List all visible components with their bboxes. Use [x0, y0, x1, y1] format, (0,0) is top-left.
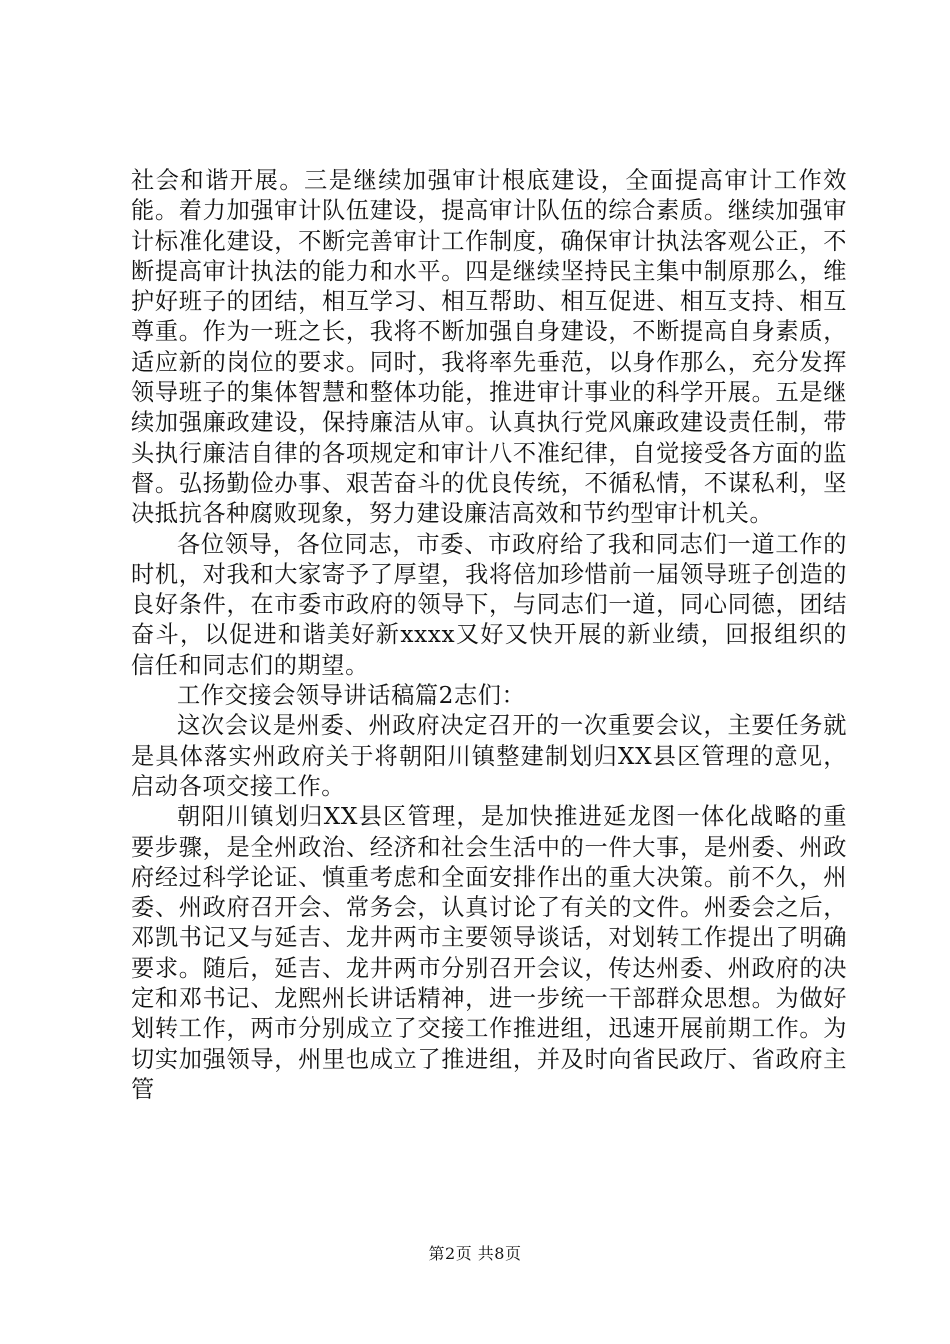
paragraph-closing-remarks: 各位领导，各位同志，市委、市政府给了我和同志们一道工作的时机，对我和大家寄予了厚望，我将倍加珍惜前一届领导班子创造的良好条件，在市委市政府的领导下，与同志们一道，同心同德，团结奋斗，以促进和谐美好新xxxx又好又快开展的新业绩，回报组织的信任和同志们的期望。: [131, 530, 847, 679]
paragraph-meeting-purpose: 这次会议是州委、州政府决定召开的一次重要会议，主要任务就是具体落实州政府关于将朝阳川镇整建制划归XX县区管理的意见，启动各项交接工作。: [131, 712, 847, 800]
page-footer: [0, 1244, 950, 1264]
page-number-label: 第2页 共8页: [428, 1244, 522, 1263]
paragraph-transfer-background: 朝阳川镇划归XX县区管理，是加快推进延龙图一体化战略的重要步骤，是全州政治、经济和社会生活中的一件大事，是州委、州政府经过科学论证、慎重考虑和全面安排作出的重大决策。前不久，州委、州政府召开会、常务会，认真讨论了有关的文件。州委会之后，邓凯书记又与延吉、龙井两市主要领导谈话，对划转工作提出了明确要求。随后，延吉、龙井两市分别召开会议，传达州委、州政府的决定和邓书记、龙熙州长讲话精神，进一步统一干部群众思想。为做好划转工作，两市分别成立了交接工作推进组，迅速开展前期工作。为切实加强领导，州里也成立了推进组，并及时向省民政厅、省政府主管: [131, 803, 847, 1103]
paragraph-audit-tasks: 社会和谐开展。三是继续加强审计根底建设，全面提高审计工作效能。着力加强审计队伍建设，提高审计队伍的综合素质。继续加强审计标准化建设，不断完善审计工作制度，确保审计执法客观公正，不断提高审计执法的能力和水平。四是继续坚持民主集中制原那么，维护好班子的团结，相互学习、相互帮助、相互促进、相互支持、相互尊重。作为一班之长，我将不断加强自身建设，不断提高自身素质，适应新的岗位的要求。同时，我将率先垂范，以身作那么，充分发挥领导班子的集体智慧和整体功能，推进审计事业的科学开展。五是继续加强廉政建设，保持廉洁从审。认真执行党风廉政建设责任制，带头执行廉洁自律的各项规定和审计八不准纪律，自觉接受各方面的监督。弘扬勤俭办事、艰苦奋斗的优良传统，不循私情，不谋私利，坚决抵抗各种腐败现象，努力建设廉洁高效和节约型审计机关。: [131, 167, 847, 528]
document-body: [131, 166, 847, 1105]
paragraph-speech-title: 工作交接会领导讲话稿篇2志们：: [177, 682, 526, 710]
